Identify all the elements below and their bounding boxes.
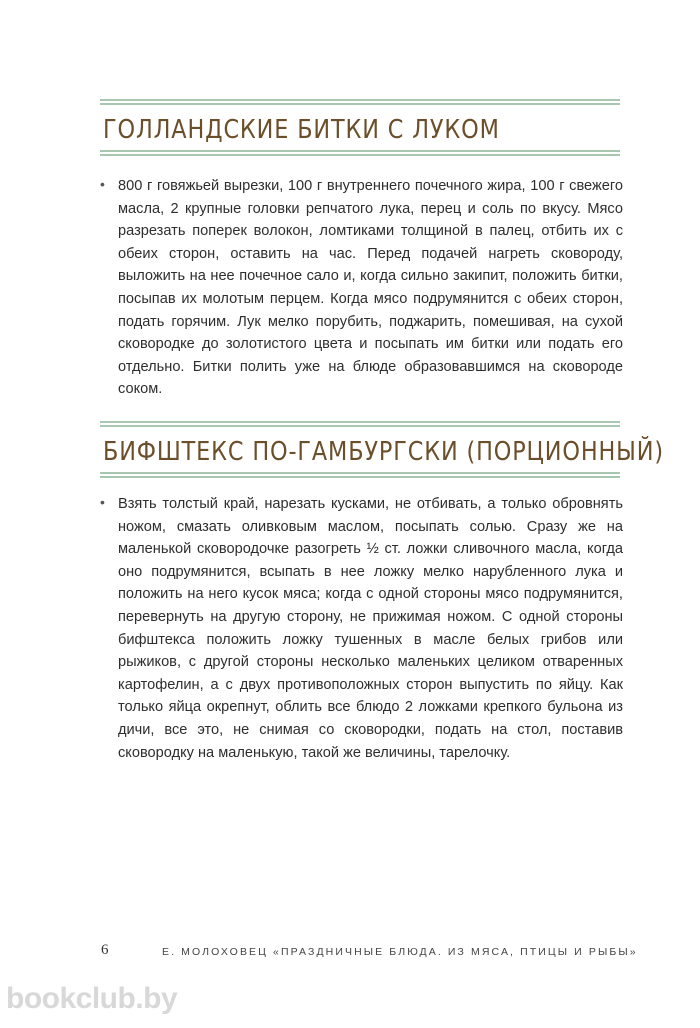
page-number: 6 [101, 942, 109, 958]
bottom-rule-section-2 [100, 472, 620, 478]
top-rule-section-2 [100, 421, 620, 427]
recipe-text-1: 800 г говяжьей вырезки, 100 г внутреннего почечного жира, 100 г свежего масла, 2 крупные головки репчатого лука, перец и соль по вкусу. Мясо разрезать поперек волокон, ломтиками толщиной в палец, отбить их с обеих сторон, оставить на час. Перед подачей нагреть сковороду, выложить на нее почечное сало и, когда сильно закипит, положить битки, посыпав их молотым перцем. Когда мясо подрумянится с обеих сторон, подать горячим. Лук мелко порубить, поджарить, помешивая, на сухой сковородке до золотистого цвета и посыпать им битки или подать его отдельно. Битки полить уже на блюде образовавшимся на сковороде соком. [118, 178, 623, 398]
bottom-rule-section-1 [100, 150, 620, 156]
running-title: Е. МОЛОХОВЕЦ «ПРАЗДНИЧНЫЕ БЛЮДА. ИЗ МЯСА, ПТИЦЫ И РЫБЫ» [162, 946, 638, 958]
watermark: bookclub.by [6, 982, 178, 1015]
recipe-title-1: ГОЛЛАНДСКИЕ БИТКИ С ЛУКОМ [103, 115, 500, 145]
top-rule-section-1 [100, 99, 620, 105]
recipe-text-2: Взять толстый край, нарезать кусками, не отбивать, а только обровнять ножом, смазать оливковым маслом, посыпать солью. Сразу же на маленькой сковородочке разогреть ½ ст. ложки сливочного масла, когда оно подрумянится, всыпать в нее ложку мелко нарубленного лука и положить на него кусок мяса; когда с одной стороны мясо подрумянится, перевернуть на другую сторону, не прижимая ножом. С одной стороны бифштекса положить ложку тушенных в масле белых грибов или рыжиков, с другой стороны несколько маленьких целиком отваренных картофелин, а с двух противоположных сторон выпустить по яйцу. Как только яйца окрепнут, облить все блюдо 2 ложками крепкого бульона из дичи, все это, не снимая со сковородки, подать на стол, поставив сковородку на маленькую, такой же величины, тарелочку. [118, 496, 623, 761]
recipe-title-2: БИФШТЕКС ПО-ГАМБУРГСКИ (ПОРЦИОННЫЙ) [103, 437, 664, 467]
bullet-1: • [100, 176, 105, 192]
bullet-2: • [100, 494, 105, 510]
